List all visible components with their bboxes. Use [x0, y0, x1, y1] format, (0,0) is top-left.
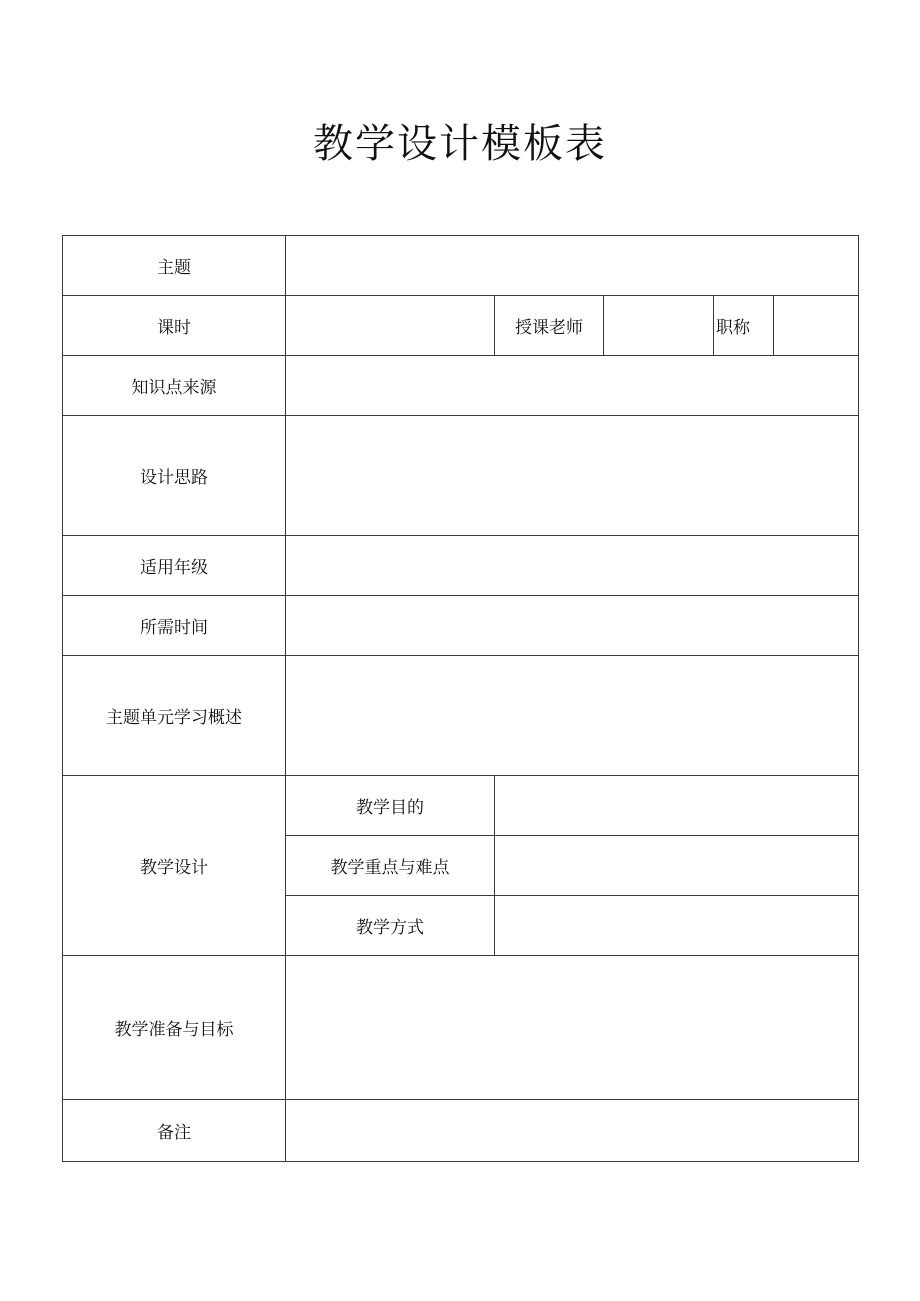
lesson-design-form: [62, 235, 859, 1162]
label-prep-and-goals: 教学准备与目标: [63, 956, 286, 1100]
row-prep-and-goals: [63, 956, 859, 1100]
field-class-hours[interactable]: [286, 296, 495, 356]
field-job-title[interactable]: [774, 296, 859, 356]
row-teaching-goal: [63, 776, 859, 836]
field-teaching-goal[interactable]: [495, 776, 859, 836]
label-teaching-goal: 教学目的: [286, 776, 495, 836]
row-grade: [63, 536, 859, 596]
field-grade[interactable]: [286, 536, 859, 596]
label-teaching-method: 教学方式: [286, 896, 495, 956]
label-key-points: 教学重点与难点: [286, 836, 495, 896]
field-teaching-method[interactable]: [495, 896, 859, 956]
label-grade: 适用年级: [63, 536, 286, 596]
field-design-idea[interactable]: [286, 416, 859, 536]
field-key-points[interactable]: [495, 836, 859, 896]
label-knowledge-source: 知识点来源: [63, 356, 286, 416]
field-teacher[interactable]: [604, 296, 714, 356]
row-class-hours: [63, 296, 859, 356]
label-teacher: 授课老师: [495, 296, 604, 356]
row-unit-overview: [63, 656, 859, 776]
field-notes[interactable]: [286, 1100, 859, 1162]
label-class-hours: 课时: [63, 296, 286, 356]
label-teaching-design: 教学设计: [63, 776, 286, 956]
label-topic: 主题: [63, 236, 286, 296]
field-topic[interactable]: [286, 236, 859, 296]
row-topic: [63, 236, 859, 296]
field-unit-overview[interactable]: [286, 656, 859, 776]
row-time-needed: [63, 596, 859, 656]
row-design-idea: [63, 416, 859, 536]
row-notes: [63, 1100, 859, 1162]
field-prep-and-goals[interactable]: [286, 956, 859, 1100]
row-knowledge-source: [63, 356, 859, 416]
page-title: 教学设计模板表: [313, 121, 607, 167]
field-time-needed[interactable]: [286, 596, 859, 656]
label-unit-overview: 主题单元学习概述: [63, 656, 286, 776]
label-design-idea: 设计思路: [63, 416, 286, 536]
field-knowledge-source[interactable]: [286, 356, 859, 416]
label-job-title: 职称: [714, 296, 774, 356]
label-time-needed: 所需时间: [63, 596, 286, 656]
label-notes: 备注: [63, 1100, 286, 1162]
